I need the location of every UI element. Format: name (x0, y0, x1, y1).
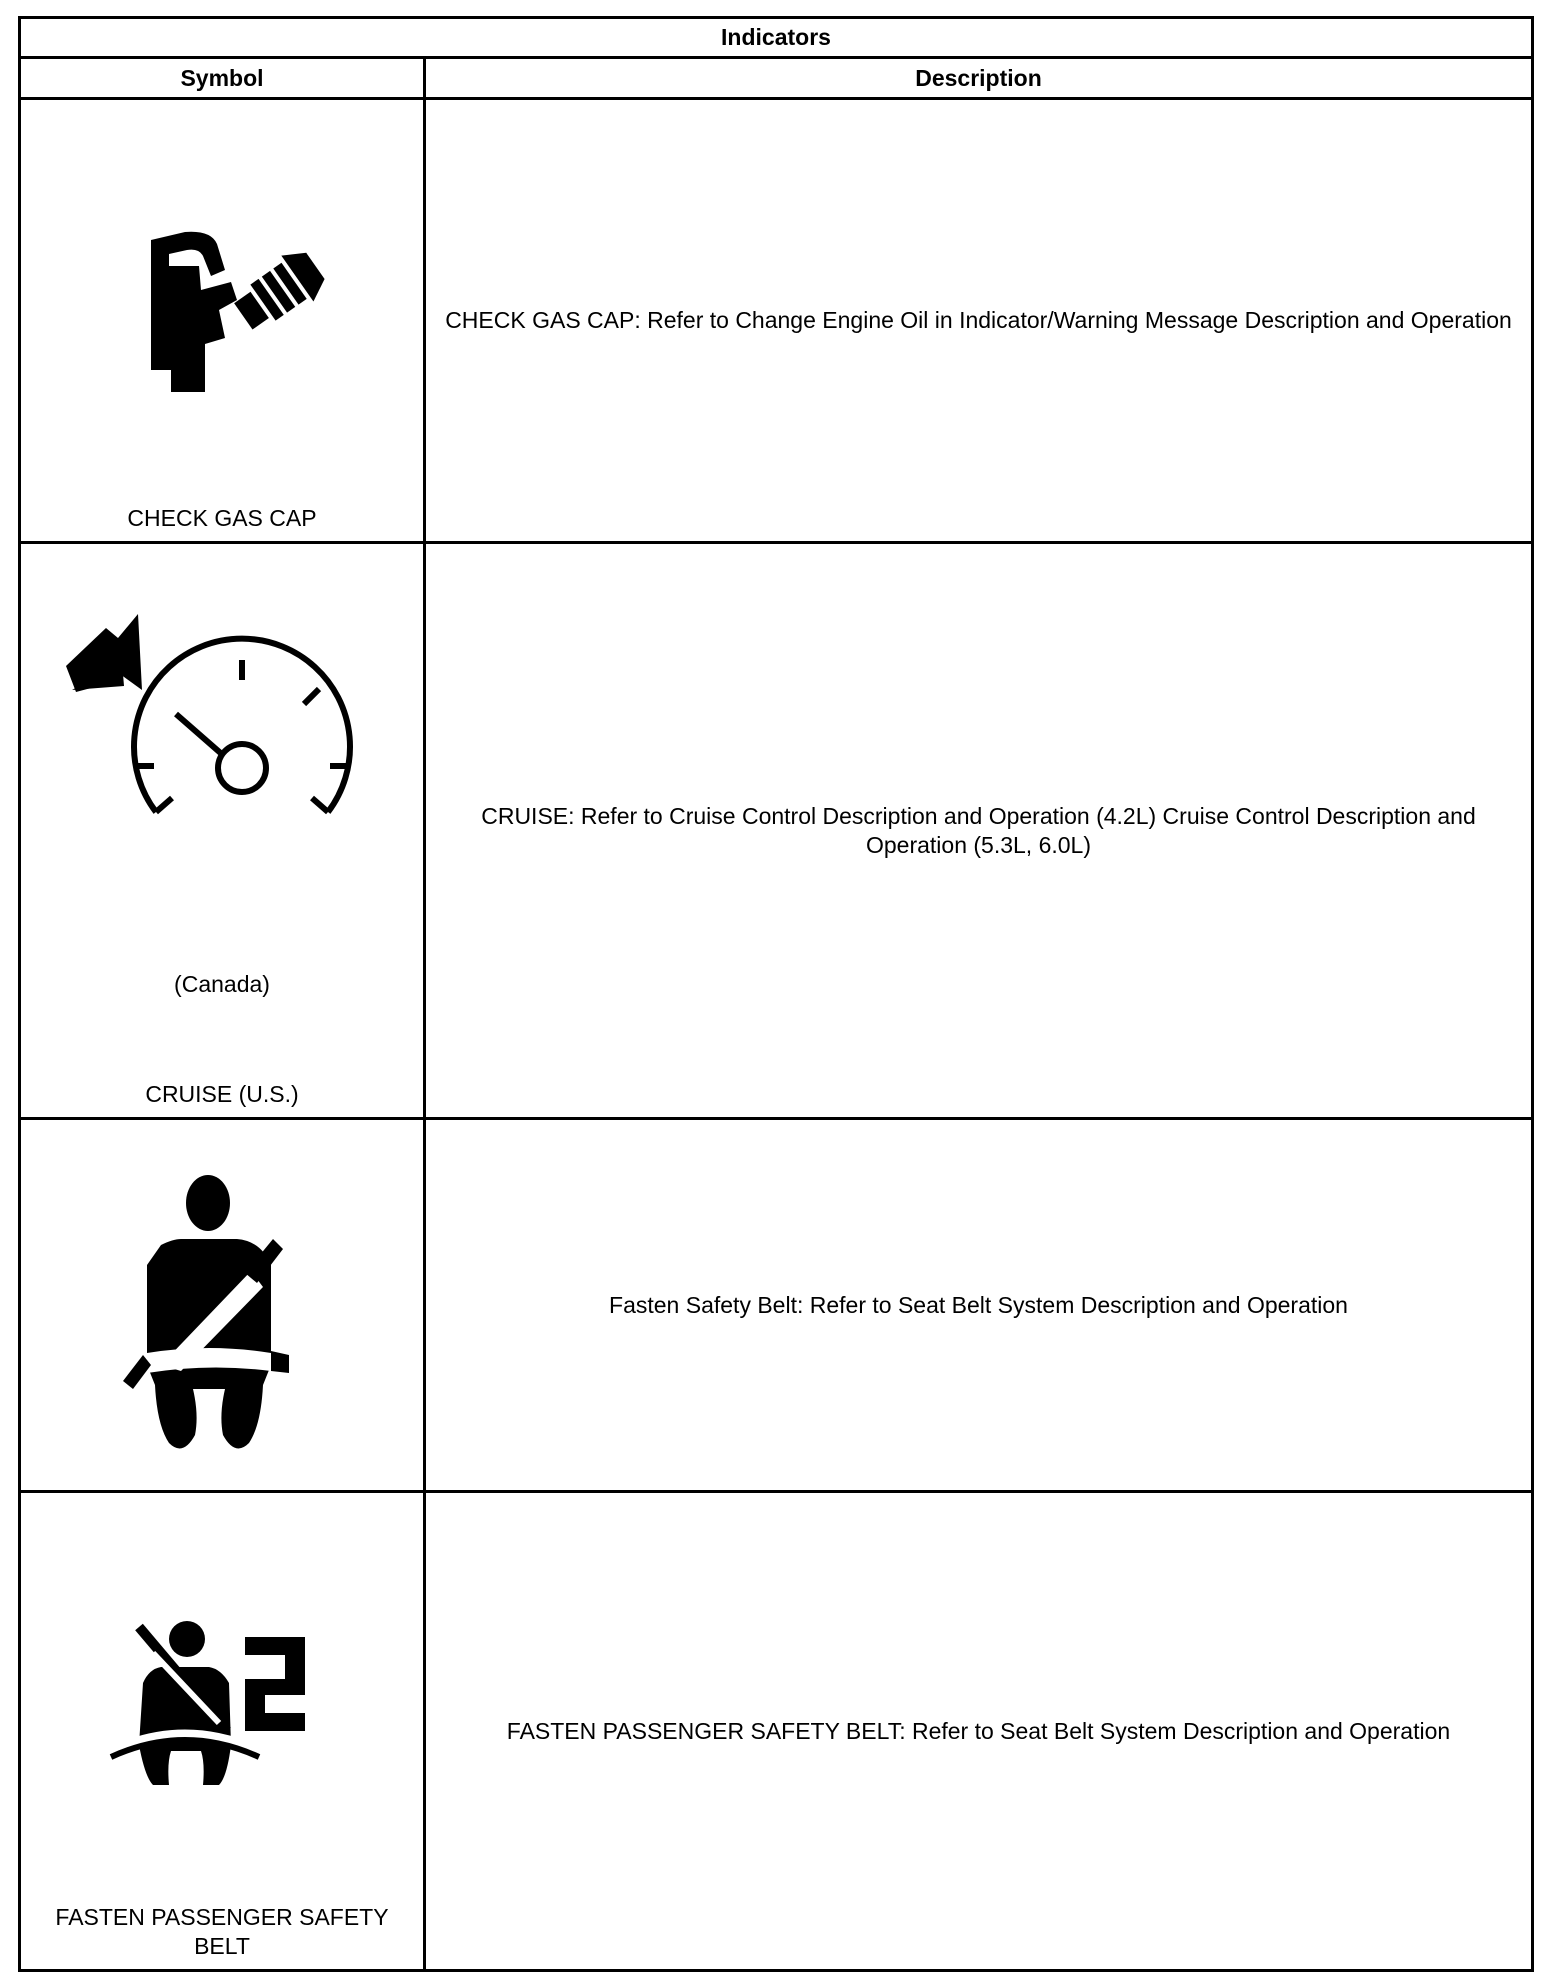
symbol-cell (21, 1120, 426, 1490)
table-row (21, 1493, 1531, 1969)
passenger-seat-belt-icon (109, 1613, 349, 1793)
table-row (21, 544, 1531, 1120)
description-cell: CHECK GAS CAP: Refer to Change Engine Oil in Indicator/Warning Message Description and Operation (445, 307, 1512, 333)
table-header-row (21, 59, 1531, 100)
symbol-label: CRUISE (U.S.) (145, 1081, 299, 1107)
symbol-cell (21, 100, 426, 541)
description-cell: FASTEN PASSENGER SAFETY BELT: Refer to Seat Belt System Description and Operation (506, 1717, 1451, 1744)
description-column-header: Description (915, 64, 1042, 91)
seat-belt-icon (121, 1175, 321, 1455)
cruise-speedometer-icon (66, 614, 386, 854)
indicators-table (18, 16, 1534, 1972)
table-title: Indicators (21, 19, 1531, 59)
symbol-column-header: Symbol (21, 59, 426, 97)
table-row (21, 100, 1531, 544)
symbol-cell (21, 1493, 426, 1969)
fuel-cap-icon (141, 230, 361, 400)
description-cell: CRUISE: Refer to Cruise Control Description and Operation (4.2L) Cruise Control Description and Operation (5.3L, 6.0L) (481, 802, 1476, 858)
description-cell: Fasten Safety Belt: Refer to Seat Belt System Description and Operation (609, 1291, 1348, 1318)
symbol-cell (21, 544, 426, 1117)
table-row (21, 1120, 1531, 1493)
symbol-label: (Canada) (174, 971, 270, 997)
symbol-label: CHECK GAS CAP (127, 505, 317, 531)
symbol-label: FASTEN PASSENGER SAFETY BELT (55, 1904, 389, 1959)
